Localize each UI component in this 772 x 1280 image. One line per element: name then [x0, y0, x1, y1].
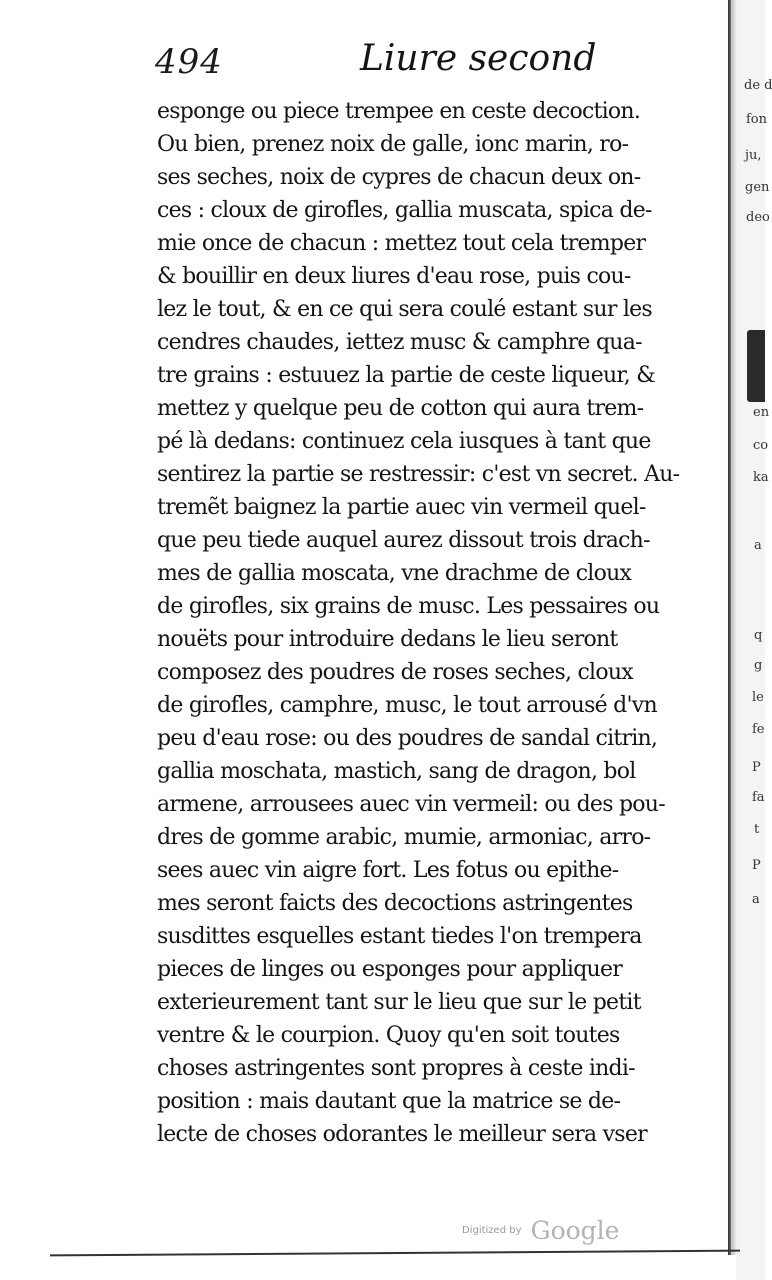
text-line: pé là dedans: continuez cela iusques à tant que [157, 429, 651, 454]
text-line: mes de gallia moscata, vne drachme de cloux [157, 561, 632, 586]
text-line: lez le tout, & en ce qui sera coulé estant sur les [157, 297, 652, 322]
page-fold-shadow [731, 0, 737, 1255]
google-watermark: Google [530, 1216, 620, 1245]
text-line: tre grains : estuuez la partie de ceste liqueur, & [157, 363, 656, 388]
facing-page-mark: fa [752, 790, 765, 805]
facing-page-mark: g [754, 658, 763, 673]
text-line: ventre & le courpion. Quoy qu'en soit toutes [157, 1023, 620, 1048]
text-line: choses astringentes sont propres à ceste indi- [157, 1056, 635, 1081]
text-line: mes seront faicts des decoctions astringentes [157, 891, 633, 916]
digitized-by-label: Digitized by [462, 1225, 522, 1236]
text-line: de girofles, camphre, musc, le tout arrousé d'vn [157, 693, 657, 718]
page-number: 494 [155, 42, 223, 82]
text-line: & bouillir en deux liures d'eau rose, puis cou- [157, 264, 631, 289]
facing-page-mark: de d [744, 78, 772, 93]
text-line: peu d'eau rose: ou des poudres de sandal citrin, [157, 726, 658, 751]
text-line: gallia moschata, mastich, sang de dragon, bol [157, 759, 636, 784]
text-line: dres de gomme arabic, mumie, armoniac, arro- [157, 825, 651, 850]
text-line: de girofles, six grains de musc. Les pessaires ou [157, 594, 660, 619]
text-line: position : mais dautant que la matrice se de- [157, 1089, 621, 1114]
facing-page-mark: P [752, 760, 761, 775]
text-line: susdittes esquelles estant tiedes l'on trempera [157, 924, 642, 949]
facing-page-initial-fragment [747, 330, 765, 402]
body-text [157, 95, 697, 1151]
facing-page-mark: deo [746, 210, 770, 225]
facing-page-mark: ka [753, 470, 769, 485]
text-line: armene, arrousees auec vin vermeil: ou des pou- [157, 792, 665, 817]
text-line: tremẽt baignez la partie auec vin vermeil quel- [157, 495, 646, 520]
facing-page-mark: fe [752, 722, 765, 737]
facing-page-mark: fon [746, 112, 768, 127]
running-title: Liure second [360, 38, 597, 79]
text-line: exterieurement tant sur le lieu que sur le petit [157, 990, 641, 1015]
facing-page-mark: a [754, 538, 762, 553]
page-bottom-edge [50, 1250, 740, 1257]
facing-page-mark: P [752, 858, 761, 873]
text-line: Ou bien, prenez noix de galle, ionc marin, ro- [157, 132, 629, 157]
text-line: ses seches, noix de cypres de chacun deux on- [157, 165, 641, 190]
text-line: pieces de linges ou esponges pour appliquer [157, 957, 622, 982]
page-header [155, 38, 597, 90]
facing-page-mark: en [753, 405, 770, 420]
facing-page-mark: gen [745, 180, 770, 195]
facing-page-mark: co [753, 438, 769, 453]
facing-page-mark: ju, [745, 148, 762, 163]
facing-page-mark: le [752, 690, 764, 705]
text-line: sentirez la partie se restressir: c'est vn secret. Au- [157, 462, 680, 487]
text-line: mettez y quelque peu de cotton qui aura trem- [157, 396, 644, 421]
text-line: composez des poudres de roses seches, cloux [157, 660, 633, 685]
facing-page-mark: q [754, 628, 763, 643]
text-line: que peu tiede auquel aurez dissout trois drach- [157, 528, 650, 553]
text-line: ces : cloux de girofles, gallia muscata, spica de- [157, 198, 652, 223]
text-line: sees auec vin aigre fort. Les fotus ou epithe- [157, 858, 619, 883]
text-line: lecte de choses odorantes le meilleur sera vser [157, 1122, 647, 1147]
text-line: esponge ou piece trempee en ceste decoction. [157, 99, 641, 124]
facing-page-mark: t [754, 822, 760, 837]
text-line: nouëts pour introduire dedans le lieu seront [157, 627, 618, 652]
text-line: cendres chaudes, iettez musc & camphre qua- [157, 330, 642, 355]
text-line: mie once de chacun : mettez tout cela tremper [157, 231, 646, 256]
facing-page-mark: a [752, 892, 760, 907]
